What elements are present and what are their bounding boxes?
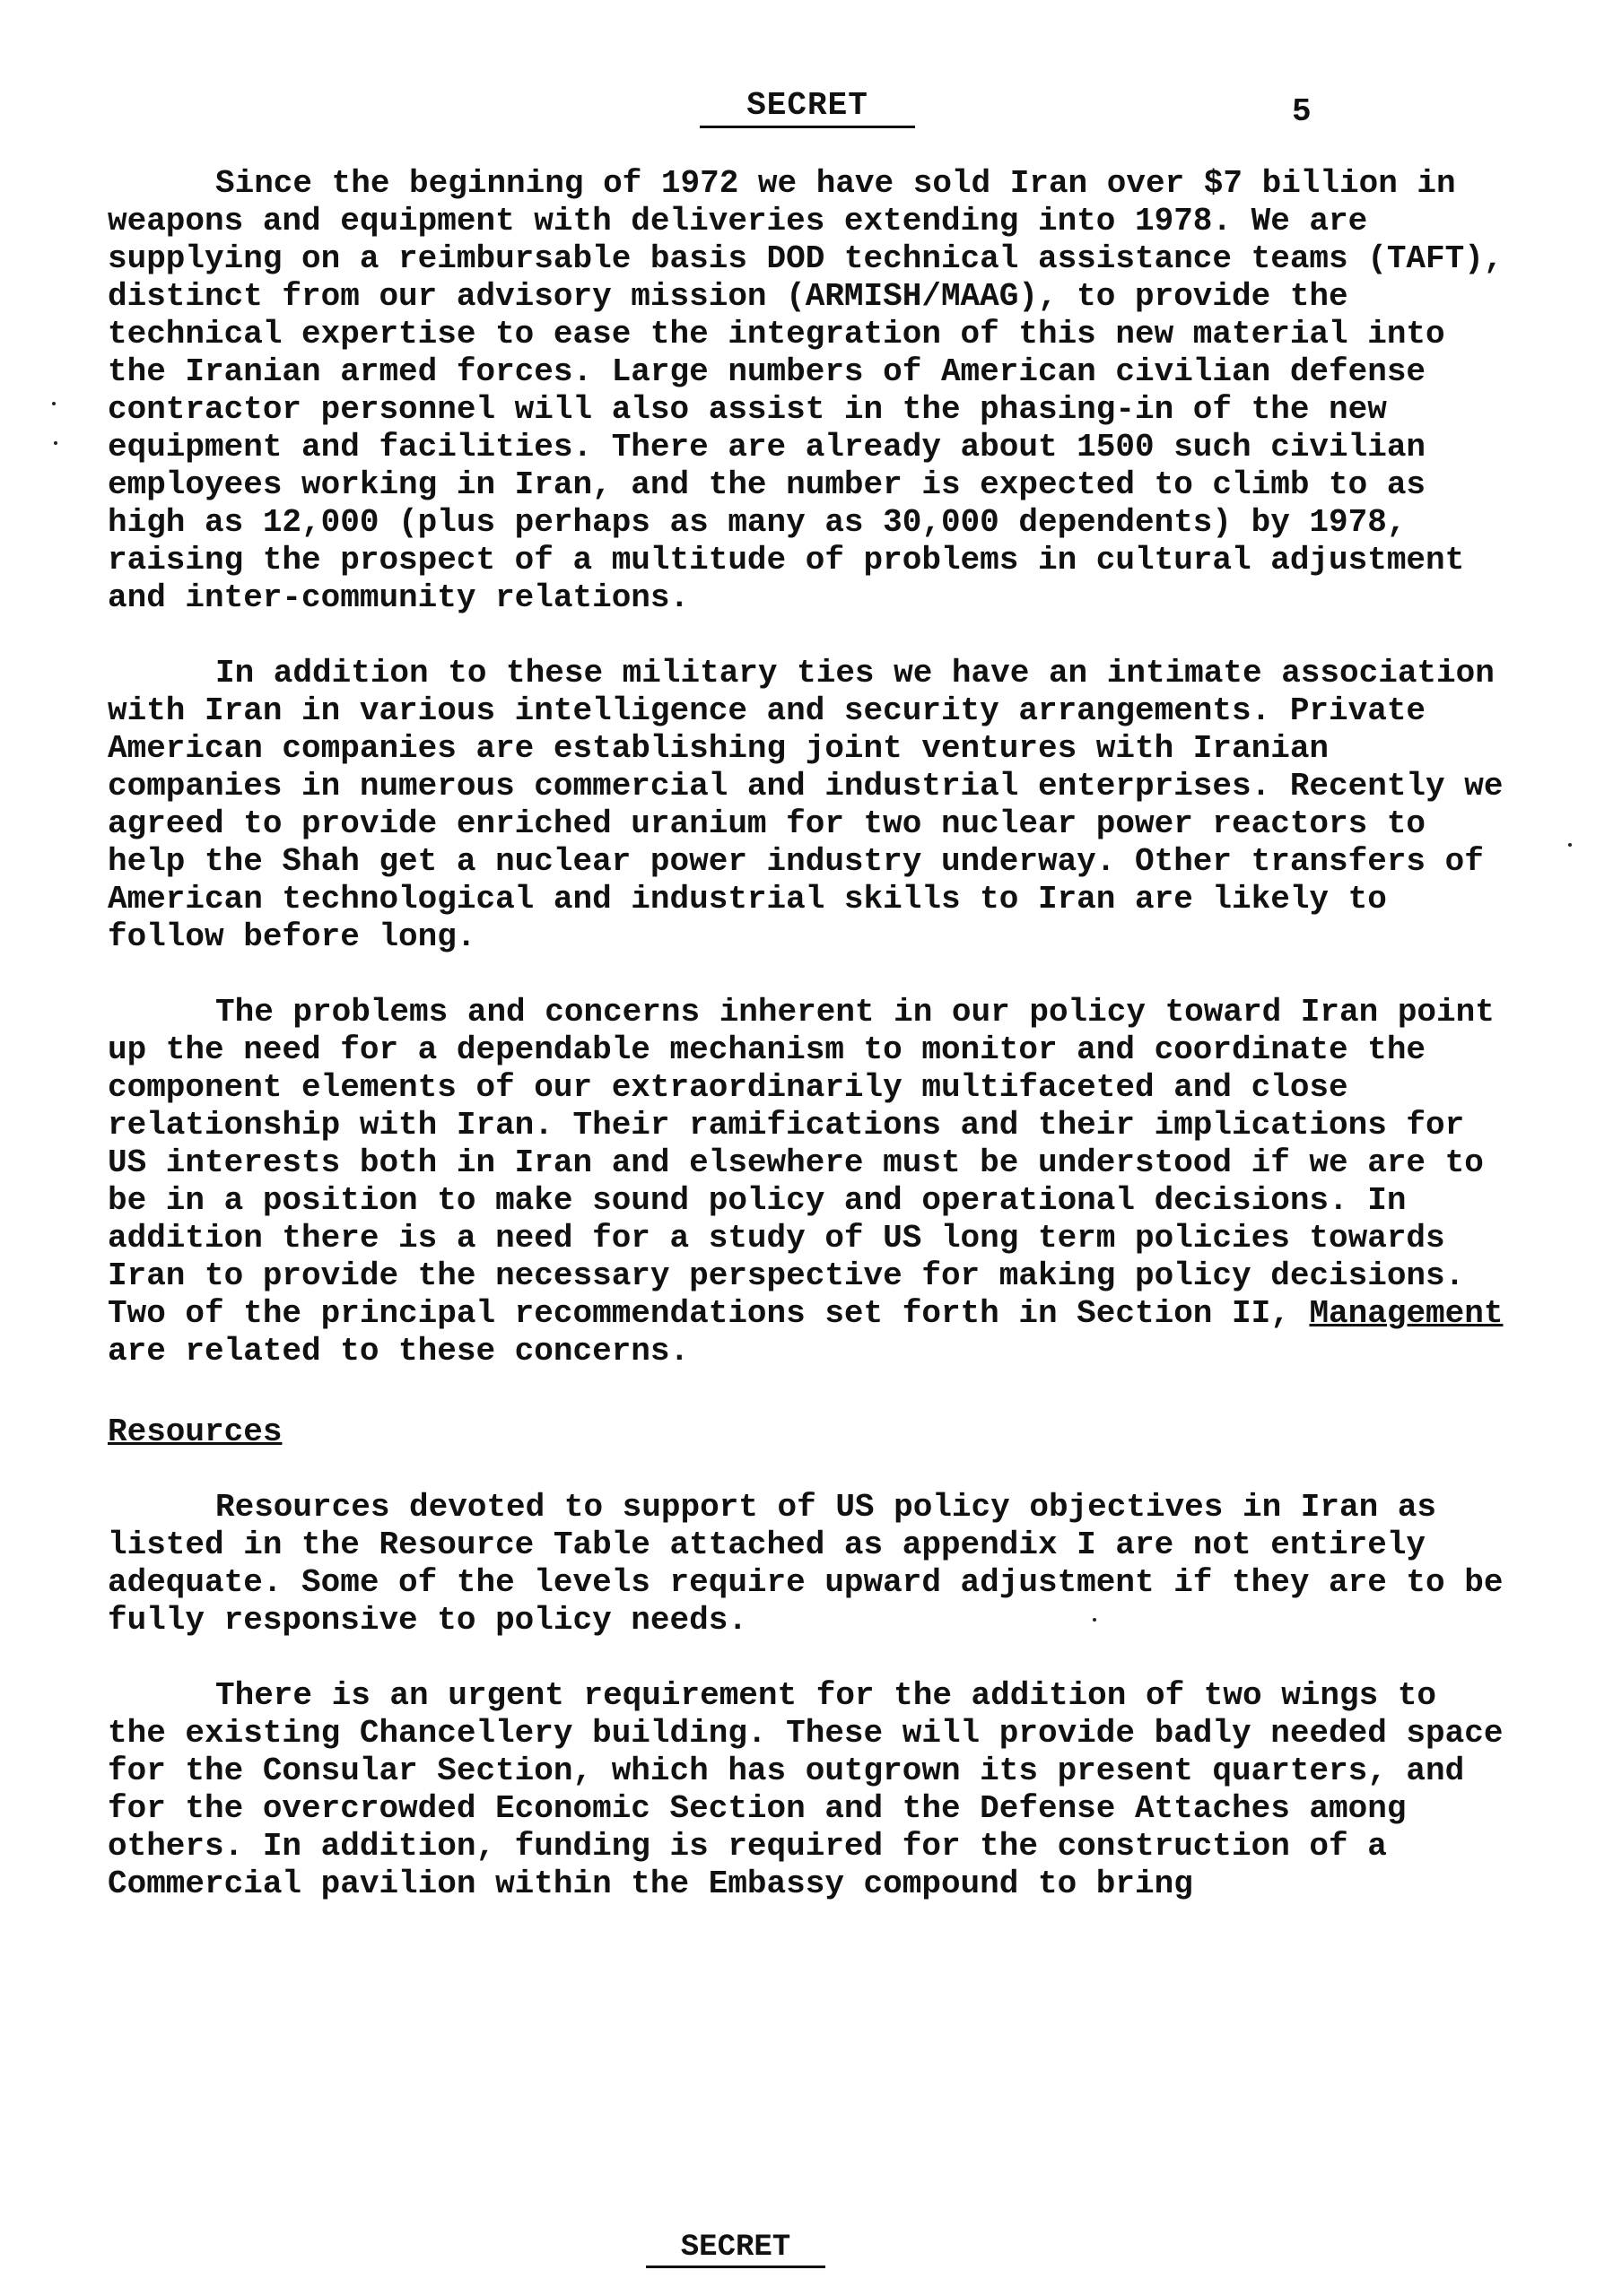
paragraph-intelligence-ties: In addition to these military ties we have an intimate association with Iran in various intelligence and security arrangements. Private American companies are establishing joint ventures with Iranian companies in numerous commercial and industrial enterprises. Recently we agreed to provide enriched uranium for two nuclear power reactors to help the Shah get a nuclear power industry underway. Other transfers of American technological and industrial skills to Iran are likely to follow before long. [108,655,1504,955]
scan-speck [52,402,56,405]
classification-header: SECRET [700,86,915,128]
scan-speck [54,441,57,445]
document-body [108,165,1507,1903]
paragraph-resources: Resources devoted to support of US policy objectives in Iran as listed in the Resource Table attached as appendix I are not entirely adequate. Some of the levels require upward adjustment if they are to be fully responsive to policy needs. [108,1489,1504,1639]
classification-footer: SECRET [646,2230,825,2268]
policy-concerns-text: The problems and concerns inherent in our policy toward Iran point up the need for a dependable mechanism to monitor and coordinate the component elements of our extraordinarily multifaceted and close relationship with Iran. Their ramifications and their implications for US interests both in Iran and elsewhere must be understood if we are to be in a position to make sound policy and operational decisions. In addition there is a need for a study of US long term policies towards Iran to provide the necessary perspective for making policy decisions. Two of the principal recommendations set forth in Section II, [108,994,1495,1332]
page-number: 5 [1292,93,1312,130]
scan-speck [1093,1618,1096,1622]
policy-concerns-text-end: are related to these concerns. [108,1333,690,1370]
paragraph-arms-sales: Since the beginning of 1972 we have sold Iran over $7 billion in weapons and equipment with deliveries extending into 1978. We are supplying on a reimbursable basis DOD technical assistance teams (TAFT), distinct from our advisory mission (ARMISH/MAAG), to provide the technical expertise to ease the integration of this new material into the Iranian armed forces. Large numbers of American civilian defense contractor personnel will also assist in the phasing-in of the new equipment and facilities. There are already about 1500 such civilian employees working in Iran, and the number is expected to climb to as high as 12,000 (plus perhaps as many as 30,000 dependents) by 1978, raising the prospect of a multitude of problems in cultural adjustment and inter-community relations. [108,165,1504,616]
scan-speck [1568,843,1572,847]
section-heading-resources: Resources [108,1413,283,1450]
management-reference: Management [1309,1295,1504,1332]
paragraph-chancellery: There is an urgent requirement for the addition of two wings to the existing Chancellery building. These will provide badly needed space for the Consular Section, which has outgrown its present quarters, and for the overcrowded Economic Section and the Defense Attaches among others. In addition, funding is required for the construction of a Commercial pavilion within the Embassy compound to bring [108,1677,1504,1902]
paragraph-policy-concerns [108,994,1507,1370]
